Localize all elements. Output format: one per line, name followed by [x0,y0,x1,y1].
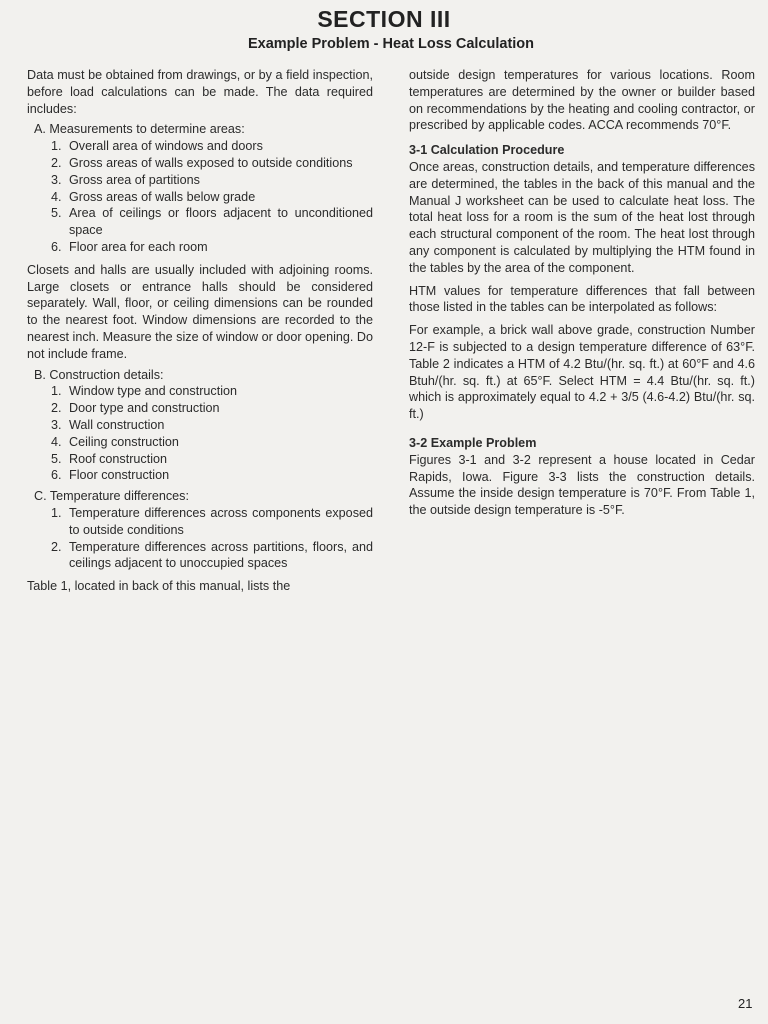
page-title: SECTION III [317,6,451,32]
htm-paragraph: HTM values for temperature differences that fall between those listed in the tables can be interpolated as follows: [409,283,755,315]
table1-paragraph: Table 1, located in back of this manual, lists the [27,579,291,594]
section-a-list [27,138,373,256]
list-item: 2. Temperature differences across partitions, floors, and ceilings adjacent to unoccupied spaces [51,539,373,571]
example-problem-paragraph: Figures 3-1 and 3-2 represent a house located in Cedar Rapids, Iowa. Figure 3-3 lists the construction details. Assume the inside design temperature is 70°F. From Table 1, the outside design temperature is -5°F. [409,452,755,518]
intro-paragraph: Data must be obtained from drawings, or by a field inspection, before load calculations can be made. The data required includes: [27,68,373,116]
list-item: 5. Area of ceilings or floors adjacent to unconditioned space [51,206,373,238]
list-item: 1. Temperature differences across components exposed to outside conditions [51,505,373,537]
section-b-label: B. Construction details: [34,367,164,382]
heading-calculation-procedure: 3-1 Calculation Procedure [409,143,565,158]
closets-paragraph: Closets and halls are usually included with adjoining rooms. Large closets or entrance halls should be considered separately. Wall, floor, or ceiling dimensions can be rounded to the nearest foot. Window dimensions are recorded to the nearest inch. Measure the size of window or door opening. Do not include frame. [27,262,373,361]
list-item: 1. Overall area of windows and doors [51,139,263,154]
list-item: 2. Gross areas of walls exposed to outside conditions [51,155,353,170]
list-item: 6. Floor construction [51,468,170,483]
list-item: 1. Window type and construction [51,384,238,399]
section-a-label: A. Measurements to determine areas: [34,122,245,137]
list-item: 6. Floor area for each room [51,239,208,254]
example-paragraph: For example, a brick wall above grade, construction Number 12-F is subjected to a design temperature difference of 63°F. Table 2 indicates a HTM of 4.2 Btu/(hr. sq. ft.) at 60°F and 4.6 Btuh/(hr. sq. ft.) at 65°F. Select HTM = 4.4 Btu/(hr. sq. ft.) which is approximately equal to 4.2 + 3/5 (4.6-4.2) Btu/(hr. sq. ft.) [409,323,755,422]
left-column [27,67,373,595]
section-b-list [27,383,373,484]
heading-example-problem: 3-2 Example Problem [409,435,537,450]
list-item: 3. Gross area of partitions [51,172,200,187]
list-item: 3. Wall construction [51,417,165,432]
right-column [409,67,755,519]
page-number: 21 [738,996,753,1011]
section-c-list [27,505,373,572]
calculation-procedure-paragraph: Once areas, construction details, and temperature differences are determined, the tables in the back of this manual and the Manual J worksheet can be used to calculate heat loss. The total heat loss for a room is the sum of the heat lost through each structural component of the room. The heat lost through any component is calculated by multiplying the HTM found in the tables by the area of the component. [409,159,755,275]
list-item: 4. Gross areas of walls below grade [51,189,256,204]
page-subtitle: Example Problem - Heat Loss Calculation [247,36,535,52]
list-item: 5. Roof construction [51,451,168,466]
list-item: 4. Ceiling construction [51,434,179,449]
list-item: 2. Door type and construction [51,401,220,416]
section-c-label: C. Temperature differences: [34,489,189,504]
continuation-paragraph: outside design temperatures for various locations. Room temperatures are determined by the owner or builder based on recommendations by the heating and cooling contractor, or prescribed by applicable codes. ACCA recommends 70°F. [409,68,755,133]
